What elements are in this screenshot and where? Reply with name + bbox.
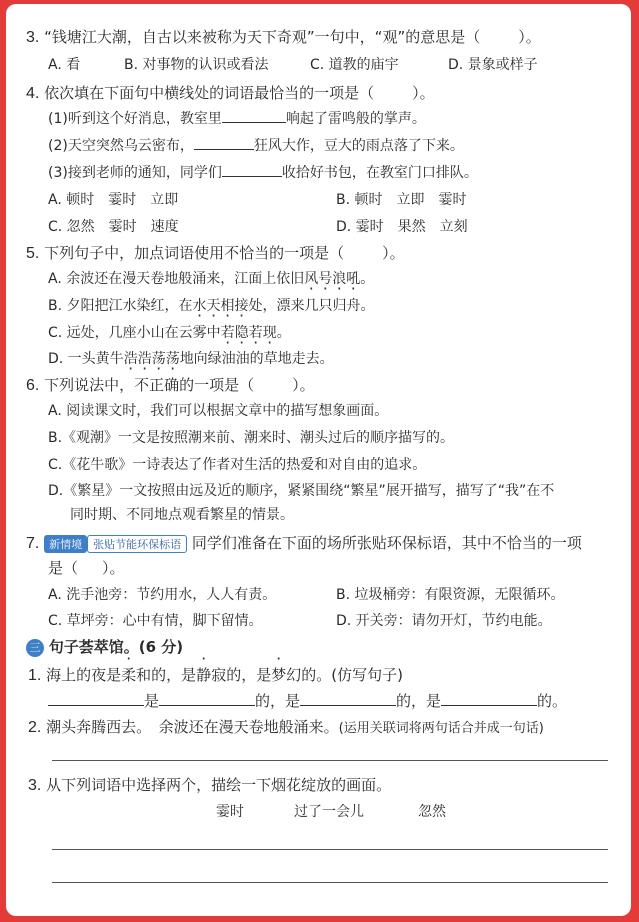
fill-blank[interactable]: [300, 691, 396, 706]
q3-option-c: C. 道教的庙宇: [310, 57, 399, 73]
q3-option-a: A. 看: [48, 57, 81, 73]
q6-option-c: C.《花牛歌》一诗表达了作者对生活的热爱和对自由的追求。: [48, 457, 427, 473]
topic-badge: 张贴节能环保标语: [87, 535, 187, 553]
question-3: 3. “钱塘江大潮，自古以来被称为天下奇观”一句中，“观”的意思是（ ）。: [26, 28, 541, 46]
q5-option-d: D. 一头黄牛浩浩荡荡地向绿油油的草地走去。: [48, 351, 334, 367]
answer-line[interactable]: [52, 849, 608, 850]
answer-line[interactable]: [52, 882, 608, 883]
q6-option-b: B.《观潮》一文是按照潮来前、潮来时、潮头过后的顺序描写的。: [48, 430, 455, 446]
fill-blank[interactable]: [48, 691, 144, 706]
fill-blank[interactable]: [222, 162, 282, 177]
q7-option-d: D. 开关旁：请勿开灯，节约电能。: [336, 613, 552, 629]
sentence-task-1: 1. 海上的夜是柔和的，是静寂的，是梦幻的。(仿写句子): [28, 666, 403, 684]
section-heading: 三 句子荟萃馆。(6 分): [26, 636, 183, 657]
question-7: 7. 新情境 张贴节能环保标语 同学们准备在下面的场所张贴环保标语，其中不恰当的一项: [26, 534, 582, 552]
q4-option-d: D. 霎时 果然 立刻: [336, 219, 468, 235]
sentence-task-3: 3. 从下列词语中选择两个，描绘一下烟花绽放的画面。: [28, 776, 392, 794]
section-number-icon: 三: [26, 639, 44, 657]
question-6: 6. 下列说法中，不正确的一项是（ ）。: [26, 376, 315, 394]
q4-option-b: B. 顿时 立即 霎时: [336, 192, 467, 208]
word-choice-1: 霎时: [216, 804, 244, 820]
fill-blank[interactable]: [194, 135, 254, 150]
question-4: 4. 依次填在下面句中横线处的词语最恰当的一项是（ ）。: [26, 84, 435, 102]
imitation-blanks: 是 的，是 的，是 的。: [48, 690, 567, 711]
question-7-cont: 是（ ）。: [48, 559, 125, 577]
q7-option-b: B. 垃圾桶旁：有限资源，无限循环。: [336, 587, 565, 603]
new-context-badge: 新情境: [44, 535, 87, 553]
q6-option-d: D.《繁星》一文按照由远及近的顺序，紧紧围绕“繁星”展开描写，描写了“我”在不: [48, 483, 555, 499]
q6-option-d-cont: 同时期、不同地点观看繁星的情景。: [70, 507, 294, 523]
q5-option-a: A. 余波还在漫天卷地般涌来，江面上依旧风号浪吼。: [48, 271, 375, 287]
q4-sentence-3: (3)接到老师的通知，同学们 收拾好书包，在教室门口排队。: [48, 162, 478, 182]
q3-option-b: B. 对事物的认识或看法: [124, 57, 269, 73]
q7-option-c: C. 草坪旁：心中有情，脚下留情。: [48, 613, 263, 629]
question-5: 5. 下列句子中，加点词语使用不恰当的一项是（ ）。: [26, 244, 405, 262]
q4-sentence-1: (1)听到这个好消息，教室里 响起了雷鸣般的掌声。: [48, 108, 426, 128]
q5-option-c: C. 远处，几座小山在云雾中若隐若现。: [48, 325, 291, 341]
word-choice-3: 忽然: [418, 804, 446, 820]
fill-blank[interactable]: [441, 691, 537, 706]
fill-blank[interactable]: [222, 108, 286, 123]
q5-option-b: B. 夕阳把江水染红，在水天相接处，漂来几只归舟。: [48, 298, 375, 314]
q6-option-a: A. 阅读课文时，我们可以根据文章中的描写想象画面。: [48, 403, 389, 419]
q4-sentence-2: (2)天空突然乌云密布， 狂风大作，豆大的雨点落了下来。: [48, 135, 464, 155]
fill-blank[interactable]: [159, 691, 255, 706]
answer-line[interactable]: [52, 760, 608, 761]
sentence-task-2: 2. 潮头奔腾西去。 余波还在漫天卷地般涌来。(运用关联词将两句话合并成一句话): [28, 718, 544, 736]
word-choice-2: 过了一会儿: [294, 804, 364, 820]
q4-option-a: A. 顿时 霎时 立即: [48, 192, 179, 208]
worksheet-page: [6, 4, 631, 916]
q7-option-a: A. 洗手池旁：节约用水，人人有责。: [48, 587, 277, 603]
q3-option-d: D. 景象或样子: [448, 57, 538, 73]
q4-option-c: C. 忽然 霎时 速度: [48, 219, 179, 235]
